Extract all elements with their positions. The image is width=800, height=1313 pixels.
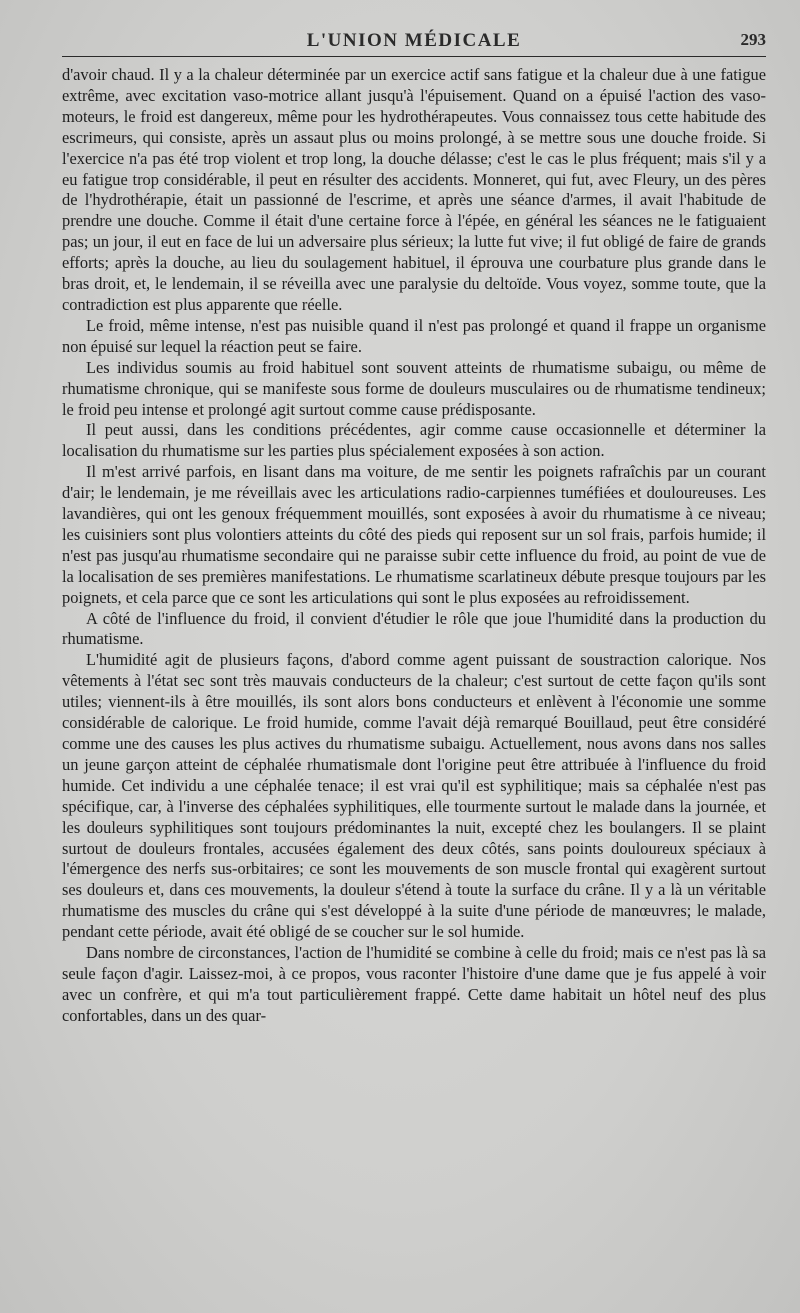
paragraph: L'humidité agit de plusieurs façons, d'abord comme agent puissant de soustraction calorique. Nos vêtements à l'état sec sont très mauvais conducteurs de la chaleur; c'est surtout de cette façon qu'ils sont utiles; viennent-ils à être mouillés, ils sont alors bons conducteurs et enlèvent à l'économie une somme considérable de calorique. Le froid humide, comme l'avait déjà remarqué Bouillaud, peut être considéré comme une des causes les plus actives du rhumatisme subaigu. Actuellement, nous avons dans nos salles un jeune garçon atteint de céphalée rhumatismale dont l'origine peut être attribuée à l'influence du froid humide. Cet individu a une céphalée tenace; il est vrai qu'il est syphilitique; mais sa céphalée n'est pas spécifique, car, à l'inverse des céphalées syphilitiques, elle tourmente surtout le malade dans la journée, et les douleurs syphilitiques sont toujours prédominantes la nuit, excepté chez les boulangers. Il se plaint surtout de douleurs frontales, accusées également des deux côtés, sans points douloureux spéciaux à l'émergence des nerfs sus-orbitaires; ce sont les mouvements de son muscle frontal qui exagèrent surtout ses douleurs et, dans ces mouvements, la douleur s'étend à toute la surface du crâne. Il y a là un véritable rhumatisme des muscles du crâne qui s'est développé à la suite d'une période de manœuvres; le malade, pendant cette période, avait été obligé de se coucher sur le sol humide. (62, 650, 766, 942)
paragraph: Il peut aussi, dans les conditions précédentes, agir comme cause occasionnelle et déterminer la localisation du rhumatisme sur les parties plus spécialement exposées à son action. (62, 420, 766, 461)
paragraph-continued: d'avoir chaud. Il y a la chaleur déterminée par un exercice actif sans fatigue et la chaleur due à une fatigue extrême, avec excitation vaso-motrice allant jusqu'à l'épuisement. Quand on a épuisé l'action des vaso-moteurs, le froid est dangereux, même pour les hydrothérapeutes. Vous connaissez tous cette habitude des escrimeurs, qui consiste, après un assaut plus ou moins prolongé, à se mettre sous une douche froide. Si l'exercice n'a pas été trop violent et trop long, la douche délasse; c'est le cas le plus fréquent; mais s'il y a eu fatigue trop considérable, il peut en résulter des accidents. Monneret, qui fut, avec Fleury, un des pères de l'hydrothérapie, était un passionné de l'escrime, et après une séance d'armes, il avait l'habitude de prendre une douche. Comme il était d'une certaine force à l'épée, en général les séances ne le fatiguaient pas; un jour, il eut en face de lui un adversaire plus sérieux; la lutte fut vive; il fut obligé de faire de grands efforts; après la douche, au lieu du soulagement habituel, il éprouva une courbature plus grande dans le bras droit, et, le lendemain, il se réveilla avec une paralysie du deltoïde. Vous voyez, somme toute, que la contradiction est plus apparente que réelle. (62, 65, 766, 314)
page-number: 293 (740, 30, 766, 49)
paragraph: Le froid, même intense, n'est pas nuisible quand il n'est pas prolongé et quand il frappe un organisme non épuisé sur lequel la réaction peut se faire. (62, 315, 766, 356)
article-body (62, 65, 766, 1027)
paragraph: A côté de l'influence du froid, il convient d'étudier le rôle que joue l'humidité dans la production du rhumatisme. (62, 608, 766, 649)
running-head (62, 26, 766, 57)
journal-title: L'UNION MÉDICALE (306, 30, 522, 51)
paragraph: Dans nombre de circonstances, l'action de l'humidité se combine à celle du froid; mais ce n'est pas là sa seule façon d'agir. Laissez-moi, à ce propos, vous raconter l'histoire d'une dame que je fus appelé à voir avec un confrère, et qui m'a tout particulièrement frappé. Cette dame habitait un hôtel neuf des plus confortables, dans un des quar- (62, 943, 766, 1025)
paragraph: Il m'est arrivé parfois, en lisant dans ma voiture, de me sentir les poignets rafraîchis par un courant d'air; le lendemain, je me réveillais avec les articulations radio-carpiennes tuméfiées et douloureuses. Les lavandières, qui ont les genoux fréquemment mouillés, sont exposées à avoir du rhumatisme à ce niveau; les cuisiniers sont plus volontiers atteints du côté des pieds qui reposent sur un sol frais, parfois humide; il n'est pas jusqu'au rhumatisme secondaire qui ne paraisse subir cette influence du froid, au point de vue de la localisation de ses premières manifestations. Le rhumatisme scarlatineux débute presque toujours par les poignets, et cela parce que ce sont les articulations qui sont le plus exposées au refroidissement. (62, 462, 766, 607)
paragraph: Les individus soumis au froid habituel sont souvent atteints de rhumatisme subaigu, ou même de rhumatisme chronique, qui se manifeste sous forme de douleurs musculaires ou de rhumatisme tendineux; le froid peu intense et prolongé agit surtout comme cause prédisposante. (62, 357, 766, 419)
